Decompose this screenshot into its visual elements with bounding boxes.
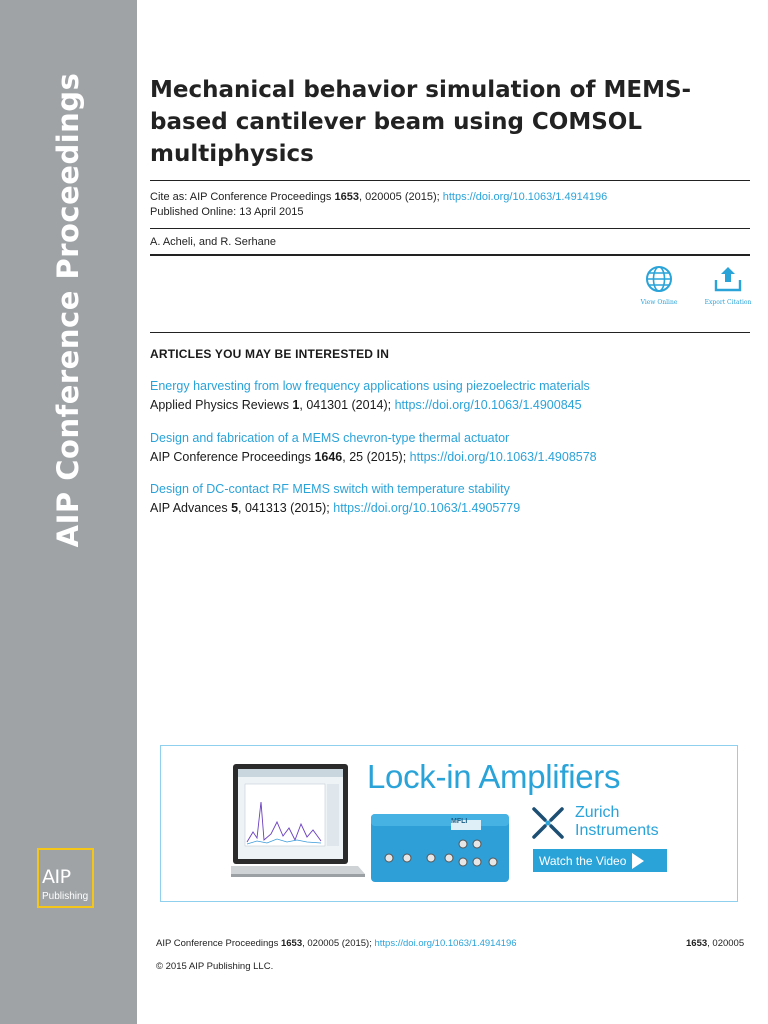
view-online-button[interactable]	[629, 265, 689, 306]
divider	[150, 254, 750, 256]
divider	[150, 332, 750, 333]
copyright: © 2015 AIP Publishing LLC.	[156, 961, 274, 972]
footer-citation: AIP Conference Proceedings 1653, 020005 (2015); https://doi.org/10.1063/1.4914196	[156, 938, 517, 949]
export-citation-label: Export Citation	[704, 299, 752, 306]
related-article: Design and fabrication of a MEMS chevron-type thermal actuator AIP Conference Proceedings 1646, 25 (2015); https://doi.org/10.1063/1.4908578	[150, 431, 597, 464]
related-article: Energy harvesting from low frequency applications using piezoelectric materials Applied Physics Reviews 1, 041301 (2014); https://doi.org/10.1063/1.4900845	[150, 379, 590, 412]
related-article-title-link[interactable]: Design of DC-contact RF MEMS switch with temperature stability	[150, 482, 510, 496]
footer-doi-link[interactable]: https://doi.org/10.1063/1.4914196	[374, 938, 517, 949]
advertisement-banner[interactable]	[160, 745, 738, 902]
related-article-doi-link[interactable]: https://doi.org/10.1063/1.4908578	[409, 450, 597, 464]
logo-aip-text: AIP	[42, 866, 71, 888]
export-icon	[713, 265, 743, 293]
journal-title: AIP Conference Proceedings	[51, 72, 85, 548]
citation-line: Cite as: AIP Conference Proceedings 1653, 020005 (2015); https://doi.org/10.1063/1.4914196	[150, 191, 608, 203]
article-title: Mechanical behavior simulation of MEMS-based cantilever beam using COMSOL multiphysics	[150, 77, 692, 167]
published-date: Published Online: 13 April 2015	[150, 206, 304, 218]
related-article: Design of DC-contact RF MEMS switch with temperature stability AIP Advances 5, 041313 (2015); https://doi.org/10.1063/1.4905779	[150, 482, 521, 515]
ad-headline: Lock-in Amplifiers	[367, 758, 621, 795]
divider	[150, 180, 750, 181]
authors: A. Acheli, and R. Serhane	[150, 236, 276, 248]
globe-icon	[645, 265, 673, 293]
related-article-doi-link[interactable]: https://doi.org/10.1063/1.4900845	[394, 398, 582, 412]
related-article-doi-link[interactable]: https://doi.org/10.1063/1.4905779	[333, 501, 521, 515]
related-articles-heading: ARTICLES YOU MAY BE INTERESTED IN	[150, 347, 390, 361]
play-icon	[632, 853, 644, 869]
footer-page-id: 1653, 020005	[686, 938, 745, 949]
logo-publishing-text: Publishing	[42, 891, 89, 902]
divider	[150, 228, 750, 229]
export-citation-button[interactable]	[698, 265, 758, 306]
article-doi-link[interactable]: https://doi.org/10.1063/1.4914196	[442, 191, 608, 203]
related-article-title-link[interactable]: Energy harvesting from low frequency applications using piezoelectric materials	[150, 379, 590, 393]
watch-video-button[interactable]	[533, 849, 667, 872]
view-online-label: View Online	[640, 299, 678, 306]
related-article-title-link[interactable]: Design and fabrication of a MEMS chevron-type thermal actuator	[150, 431, 510, 445]
aip-publishing-logo[interactable]	[37, 848, 94, 908]
device-label: MFLI	[451, 818, 468, 825]
ad-brand: Zurich Instruments	[575, 804, 659, 839]
journal-sidebar	[0, 0, 137, 1024]
watch-video-label: Watch the Video	[539, 853, 627, 868]
zurich-instruments-logo-icon	[531, 806, 565, 840]
